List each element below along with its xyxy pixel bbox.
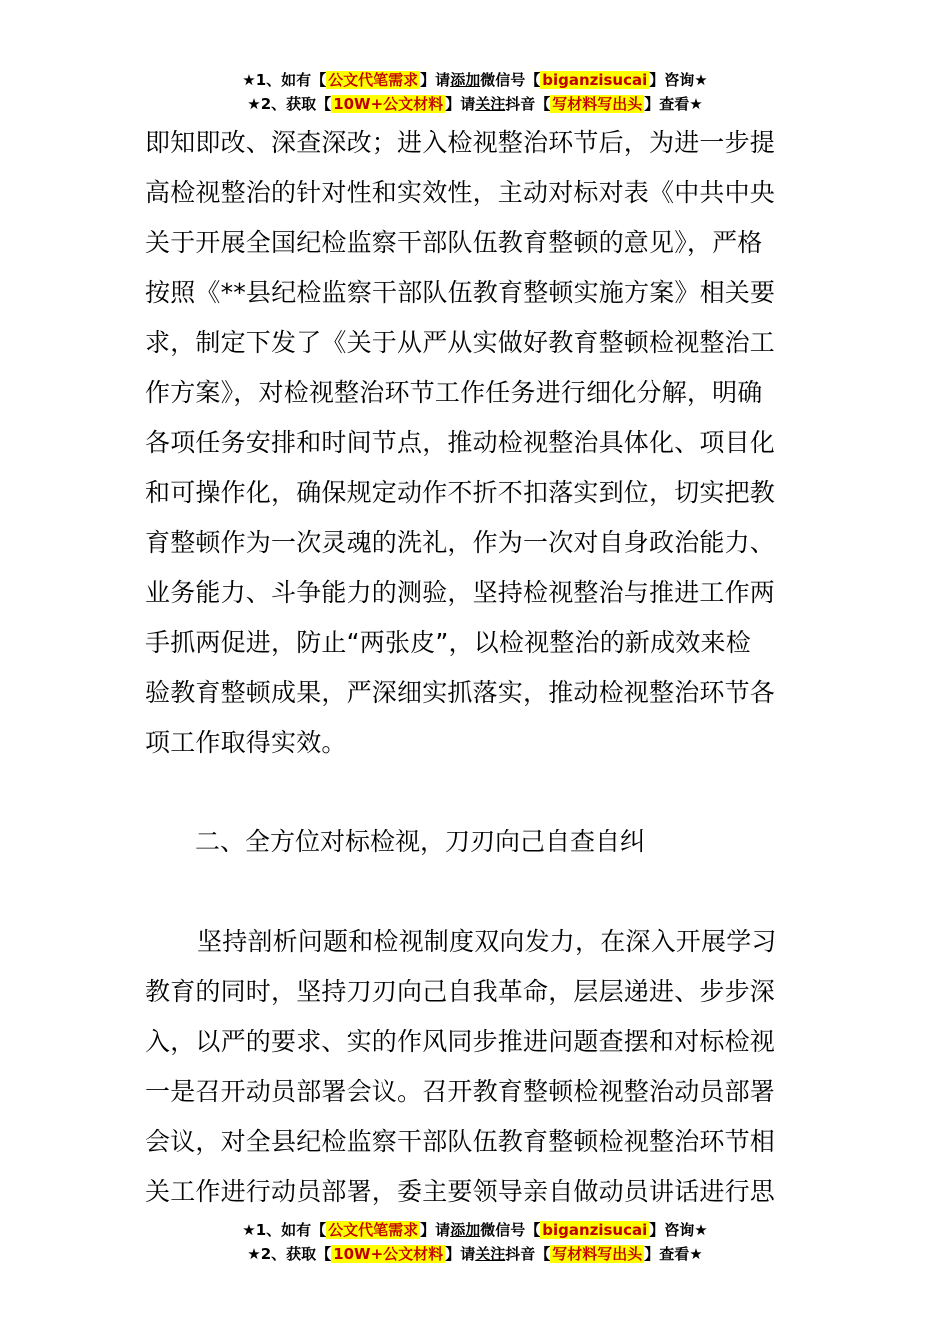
highlight-text: 写材料写出头 bbox=[552, 95, 643, 113]
highlight-text: 公文代笔需求 bbox=[328, 1221, 419, 1239]
text-line: 育整顿作为一次灵魂的洗礼，作为一次对自身政治能力、 bbox=[145, 528, 776, 557]
text-line: 入，以严的要求、实的作风同步推进问题查摆和对标检视 bbox=[145, 1027, 776, 1056]
text-line: 坚持剖析问题和检视制度双向发力，在深入开展学习 bbox=[197, 927, 777, 956]
text-line: 各项任务安排和时间节点，推动检视整治具体化、项目化 bbox=[145, 428, 776, 457]
text-line: 项工作取得实效。 bbox=[145, 728, 347, 757]
text-line: 即知即改、深查深改；进入检视整治环节后，为进一步提 bbox=[145, 128, 776, 157]
highlight-text: biganzisucai bbox=[542, 71, 648, 89]
paragraph-2 bbox=[145, 917, 810, 1217]
footer-banner bbox=[0, 1218, 950, 1266]
text-line: 和可操作化，确保规定动作不折不扣落实到位，切实把教 bbox=[145, 478, 776, 507]
highlight-text: 写材料写出头 bbox=[552, 1245, 643, 1263]
text-line: 验教育整顿成果，严深细实抓落实，推动检视整治环节各 bbox=[145, 678, 776, 707]
text-line: 关工作进行动员部署，委主要领导亲自做动员讲话进行思 bbox=[145, 1177, 776, 1206]
text-line: 业务能力、斗争能力的测验，坚持检视整治与推进工作两 bbox=[145, 578, 776, 607]
banner-line-1: ★1、如有【 公文代笔需求 】请添加微信号【 biganzisucai 】咨询★ bbox=[242, 71, 708, 89]
text-line: 关于开展全国纪检监察干部队伍教育整顿的意见》，严格 bbox=[145, 228, 763, 257]
text-line: 求，制定下发了《关于从严从实做好教育整顿检视整治工 bbox=[145, 328, 776, 357]
section-heading: 二、全方位对标检视，刀刃向己自查自纠 bbox=[195, 827, 646, 856]
text-line: 作方案》，对检视整治环节工作任务进行细化分解，明确 bbox=[145, 378, 763, 407]
highlight-text: biganzisucai bbox=[542, 1221, 648, 1239]
paragraph-1 bbox=[145, 118, 810, 768]
highlight-text: 公文代笔需求 bbox=[328, 71, 419, 89]
text-line: 会议，对全县纪检监察干部队伍教育整顿检视整治环节相 bbox=[145, 1127, 776, 1156]
banner-line-2: ★2、获取【 10W+公文材料 】请关注抖音【 写材料写出头 】查看★ bbox=[247, 95, 703, 113]
text-line: 教育的同时，坚持刀刃向己自我革命，层层递进、步步深 bbox=[145, 977, 776, 1006]
header-banner bbox=[0, 68, 950, 116]
text-line: 高检视整治的针对性和实效性，主动对标对表《中共中央 bbox=[145, 178, 776, 207]
banner-line-1: ★1、如有【 公文代笔需求 】请添加微信号【 biganzisucai 】咨询★ bbox=[242, 1221, 708, 1239]
text-line: 一是召开动员部署会议。召开教育整顿检视整治动员部署 bbox=[145, 1077, 776, 1106]
highlight-text: 10W+公文材料 bbox=[333, 95, 444, 113]
highlight-text: 10W+公文材料 bbox=[333, 1245, 444, 1263]
text-line: 手抓两促进，防止“两张皮”，以检视整治的新成效来检 bbox=[145, 628, 751, 657]
banner-line-2: ★2、获取【 10W+公文材料 】请关注抖音【 写材料写出头 】查看★ bbox=[247, 1245, 703, 1263]
text-line: 按照《**县纪检监察干部队伍教育整顿实施方案》相关要 bbox=[145, 278, 776, 307]
